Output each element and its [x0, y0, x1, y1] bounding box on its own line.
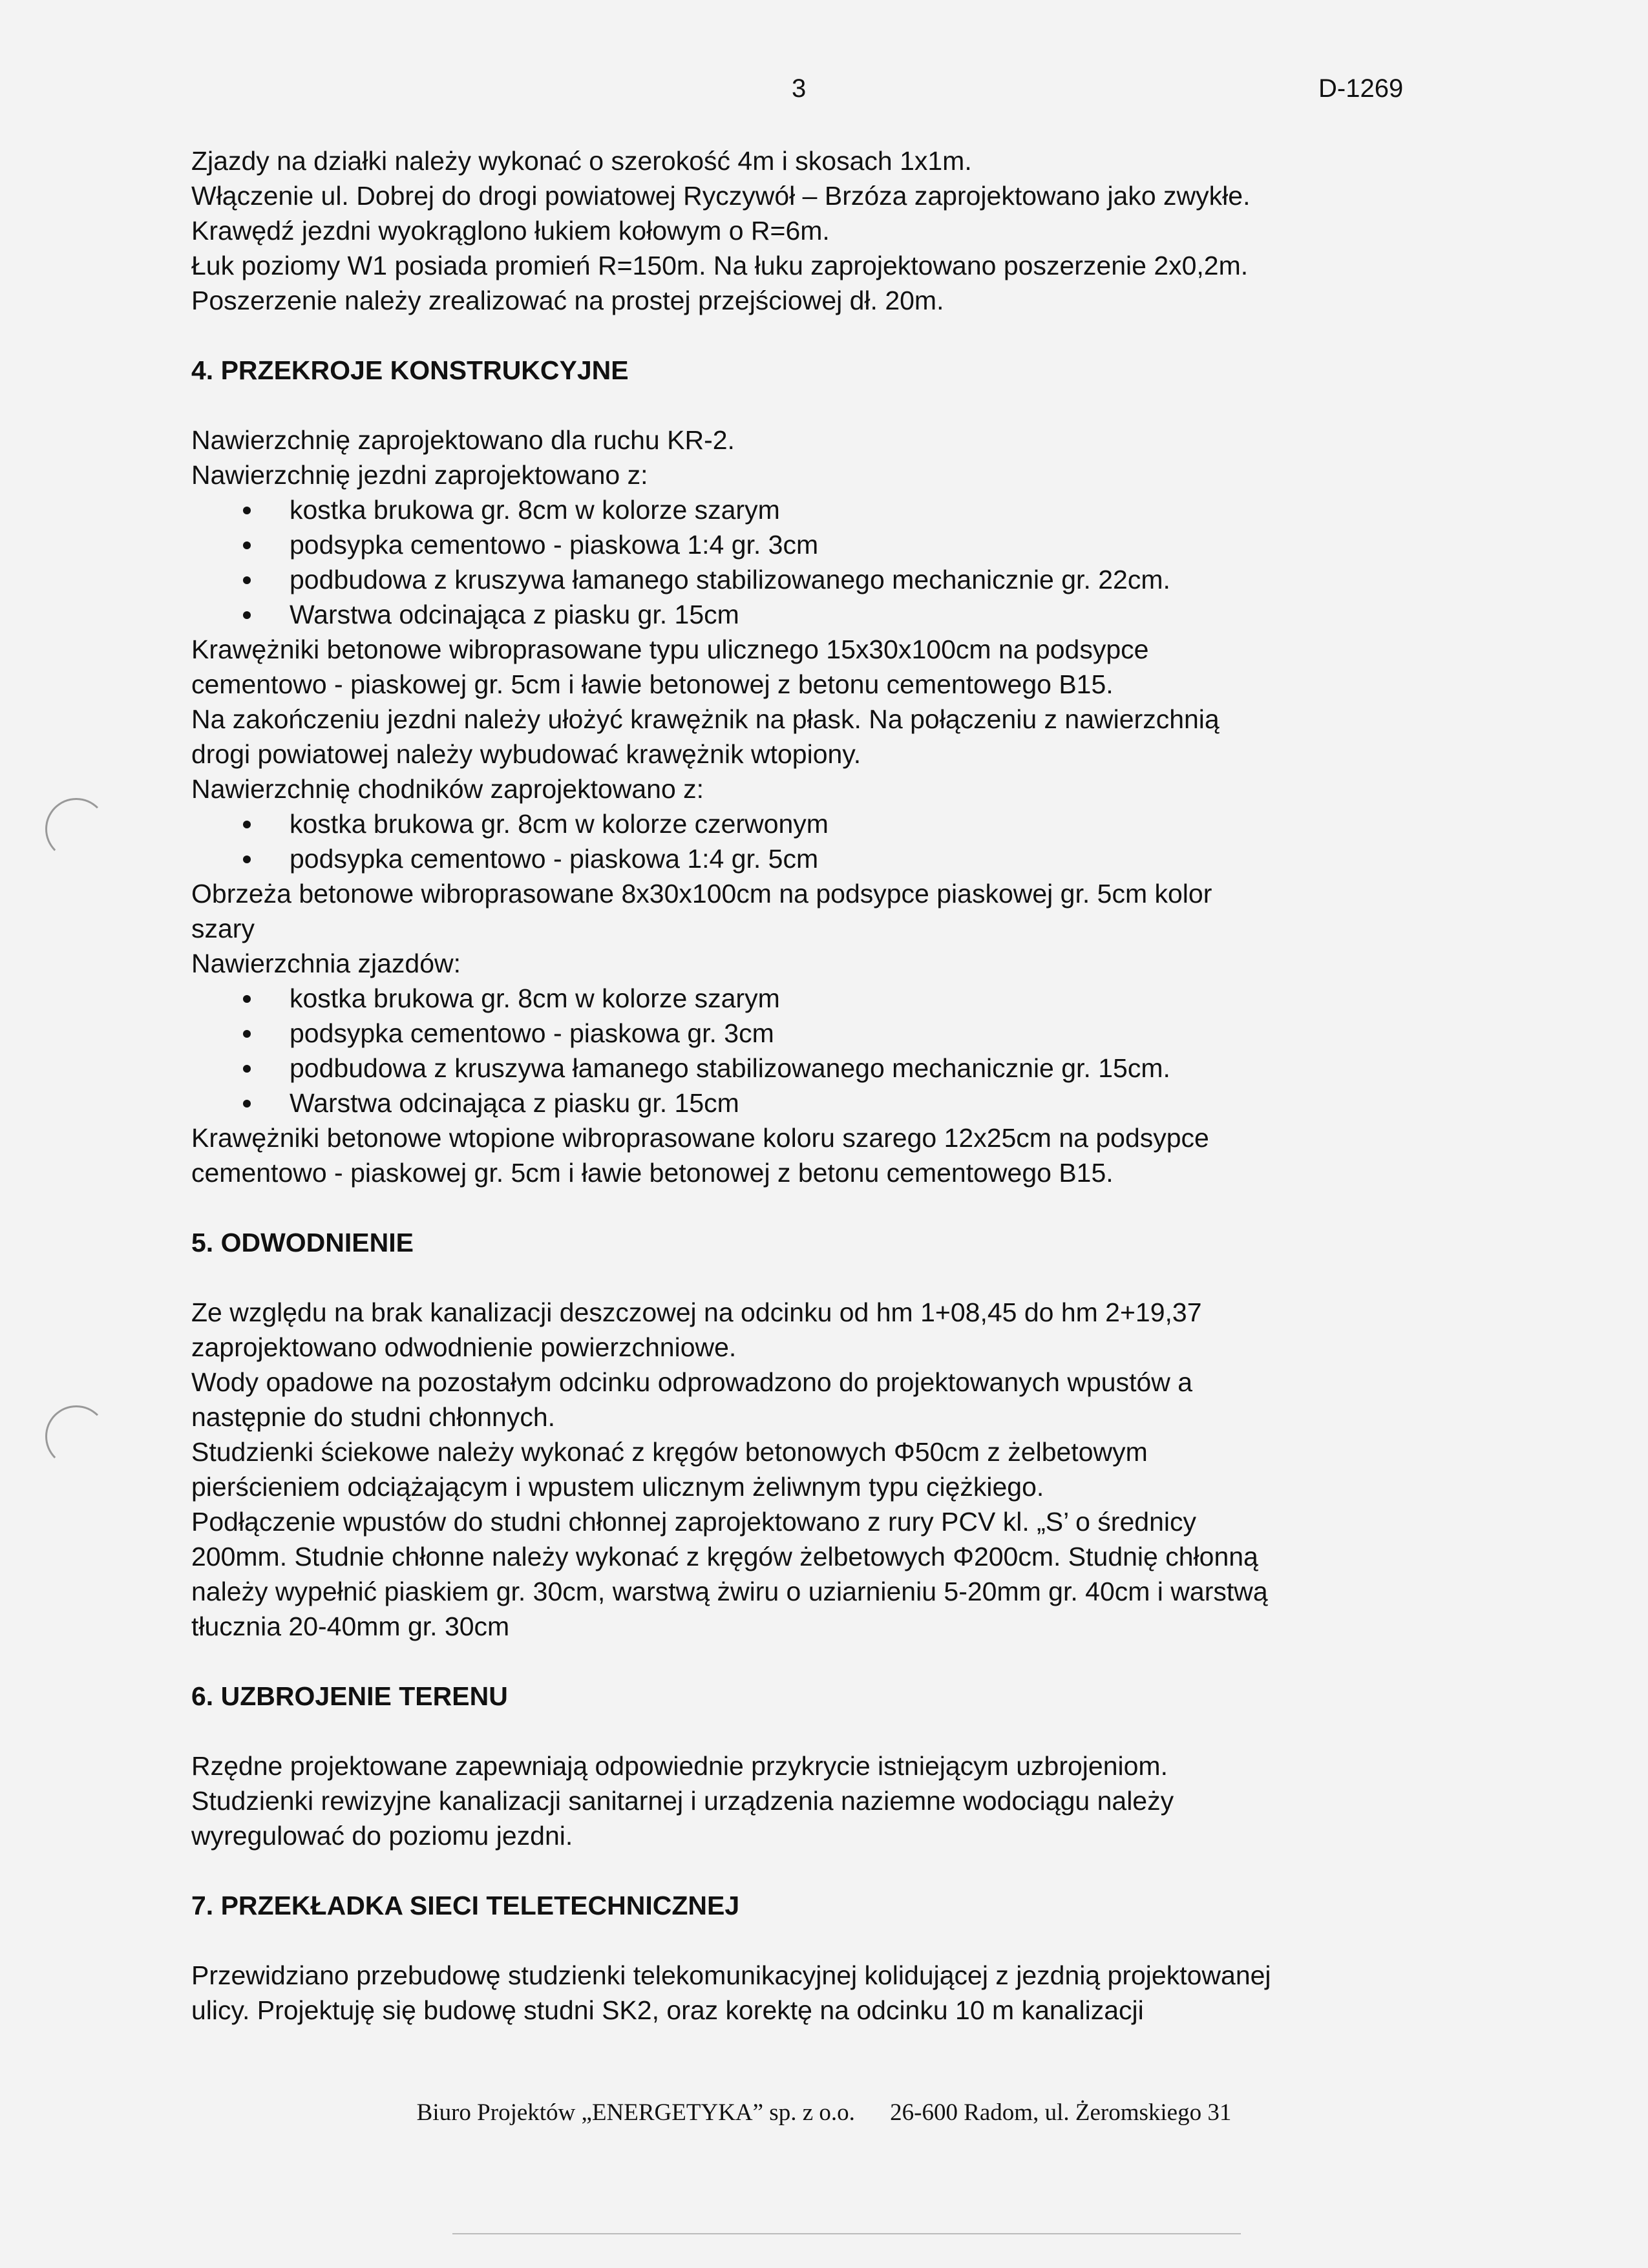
intro-line: Włączenie ul. Dobrej do drogi powiatowej Ryczywół – Brzóza zaprojektowano jako zwykłe.	[191, 181, 1251, 211]
section-5-heading: 5. ODWODNIENIE	[191, 1228, 414, 1257]
paragraph: Przewidziano przebudowę studzienki telekomunikacyjnej kolidującej z jezdnią projektowanej	[191, 1960, 1271, 1990]
list-item: podsypka cementowo - piaskowa 1:4 gr. 3cm	[191, 527, 1432, 562]
page-footer	[0, 2099, 1648, 2126]
paragraph: Nawierzchnię chodników zaprojektowano z:	[191, 774, 704, 804]
list-item: Warstwa odcinająca z piasku gr. 15cm	[191, 1086, 1432, 1120]
document-body	[191, 143, 1432, 2028]
paragraph: Ze względu na brak kanalizacji deszczowej na odcinku od hm 1+08,45 do hm 2+19,37	[191, 1297, 1202, 1327]
paragraph: Nawierzchnia zjazdów:	[191, 949, 461, 978]
page-number: 3	[792, 74, 807, 103]
paragraph: Podłączenie wpustów do studni chłonnej zaprojektowano z rury PCV kl. „S’ o średnicy	[191, 1507, 1196, 1537]
intro-line: Zjazdy na działki należy wykonać o szerokość 4m i skosach 1x1m.	[191, 146, 972, 176]
paragraph: Krawężniki betonowe wtopione wibroprasowane koloru szarego 12x25cm na podsypce	[191, 1123, 1209, 1153]
list-item: podsypka cementowo - piaskowa gr. 3cm	[191, 1016, 1432, 1051]
paragraph: należy wypełnić piaskiem gr. 30cm, warstwą żwiru o uziarnieniu 5-20mm gr. 40cm i warstwą	[191, 1577, 1268, 1606]
paragraph: Wody opadowe na pozostałym odcinku odprowadzono do projektowanych wpustów a	[191, 1367, 1193, 1397]
section-7-heading: 7. PRZEKŁADKA SIECI TELETECHNICZNEJ	[191, 1891, 740, 1920]
driveway-layers-list	[191, 981, 1432, 1120]
section-6-heading: 6. UZBROJENIE TERENU	[191, 1681, 508, 1711]
list-item: kostka brukowa gr. 8cm w kolorze szarym	[191, 492, 1432, 527]
paragraph: cementowo - piaskowej gr. 5cm i ławie betonowej z betonu cementowego B15.	[191, 1158, 1114, 1188]
paragraph: tłucznia 20-40mm gr. 30cm	[191, 1612, 510, 1641]
paragraph: Rzędne projektowane zapewniają odpowiednie przykrycie istniejącym uzbrojeniom.	[191, 1751, 1168, 1781]
paragraph: szary	[191, 914, 255, 943]
paragraph: zaprojektowano odwodnienie powierzchniowe.	[191, 1332, 737, 1362]
paragraph: drogi powiatowej należy wybudować krawężnik wtopiony.	[191, 739, 861, 769]
paragraph: ulicy. Projektuję się budowę studni SK2, oraz korektę na odcinku 10 m kanalizacji	[191, 1995, 1144, 2025]
document-code: D-1269	[1318, 74, 1404, 103]
footer-address: 26-600 Radom, ul. Żeromskiego 31	[890, 2099, 1232, 2126]
footer-office: Biuro Projektów „ENERGETYKA” sp. z o.o.	[416, 2099, 855, 2126]
list-item: kostka brukowa gr. 8cm w kolorze czerwonym	[191, 806, 1432, 841]
paragraph: Studzienki rewizyjne kanalizacji sanitarnej i urządzenia naziemne wodociągu należy	[191, 1786, 1174, 1816]
paragraph: następnie do studni chłonnych.	[191, 1402, 556, 1432]
list-item: podsypka cementowo - piaskowa 1:4 gr. 5cm	[191, 841, 1432, 876]
paragraph: pierścieniem odciążającym i wpustem ulicznym żeliwnym typu ciężkiego.	[191, 1472, 1044, 1502]
intro-line: Krawędź jezdni wyokrąglono łukiem kołowym o R=6m.	[191, 216, 830, 246]
sidewalk-layers-list	[191, 806, 1432, 876]
list-item: kostka brukowa gr. 8cm w kolorze szarym	[191, 981, 1432, 1016]
paragraph: Nawierzchnię zaprojektowano dla ruchu KR-2.	[191, 425, 735, 455]
list-item: podbudowa z kruszywa łamanego stabilizowanego mechanicznie gr. 15cm.	[191, 1051, 1432, 1086]
intro-line: Poszerzenie należy zrealizować na prostej przejściowej dł. 20m.	[191, 286, 944, 315]
list-item: Warstwa odcinająca z piasku gr. 15cm	[191, 597, 1432, 632]
section-4-heading: 4. PRZEKROJE KONSTRUKCYJNE	[191, 355, 629, 385]
paragraph: Na zakończeniu jezdni należy ułożyć krawężnik na płask. Na połączeniu z nawierzchnią	[191, 704, 1220, 734]
paragraph: Studzienki ściekowe należy wykonać z kręgów betonowych Φ50cm z żelbetowym	[191, 1437, 1148, 1467]
punch-hole-mark	[45, 798, 107, 860]
paragraph: Krawężniki betonowe wibroprasowane typu ulicznego 15x30x100cm na podsypce	[191, 635, 1149, 664]
paragraph: Obrzeża betonowe wibroprasowane 8x30x100cm na podsypce piaskowej gr. 5cm kolor	[191, 879, 1212, 908]
punch-hole-mark	[45, 1405, 107, 1467]
paragraph: cementowo - piaskowej gr. 5cm i ławie betonowej z betonu cementowego B15.	[191, 669, 1114, 699]
paragraph: wyregulować do poziomu jezdni.	[191, 1821, 573, 1851]
road-layers-list	[191, 492, 1432, 632]
scan-edge-line	[452, 2233, 1241, 2234]
paragraph: 200mm. Studnie chłonne należy wykonać z kręgów żelbetowych Φ200cm. Studnię chłonną	[191, 1542, 1258, 1571]
list-item: podbudowa z kruszywa łamanego stabilizowanego mechanicznie gr. 22cm.	[191, 562, 1432, 597]
intro-line: Łuk poziomy W1 posiada promień R=150m. Na łuku zaprojektowano poszerzenie 2x0,2m.	[191, 251, 1249, 280]
paragraph: Nawierzchnię jezdni zaprojektowano z:	[191, 460, 648, 490]
